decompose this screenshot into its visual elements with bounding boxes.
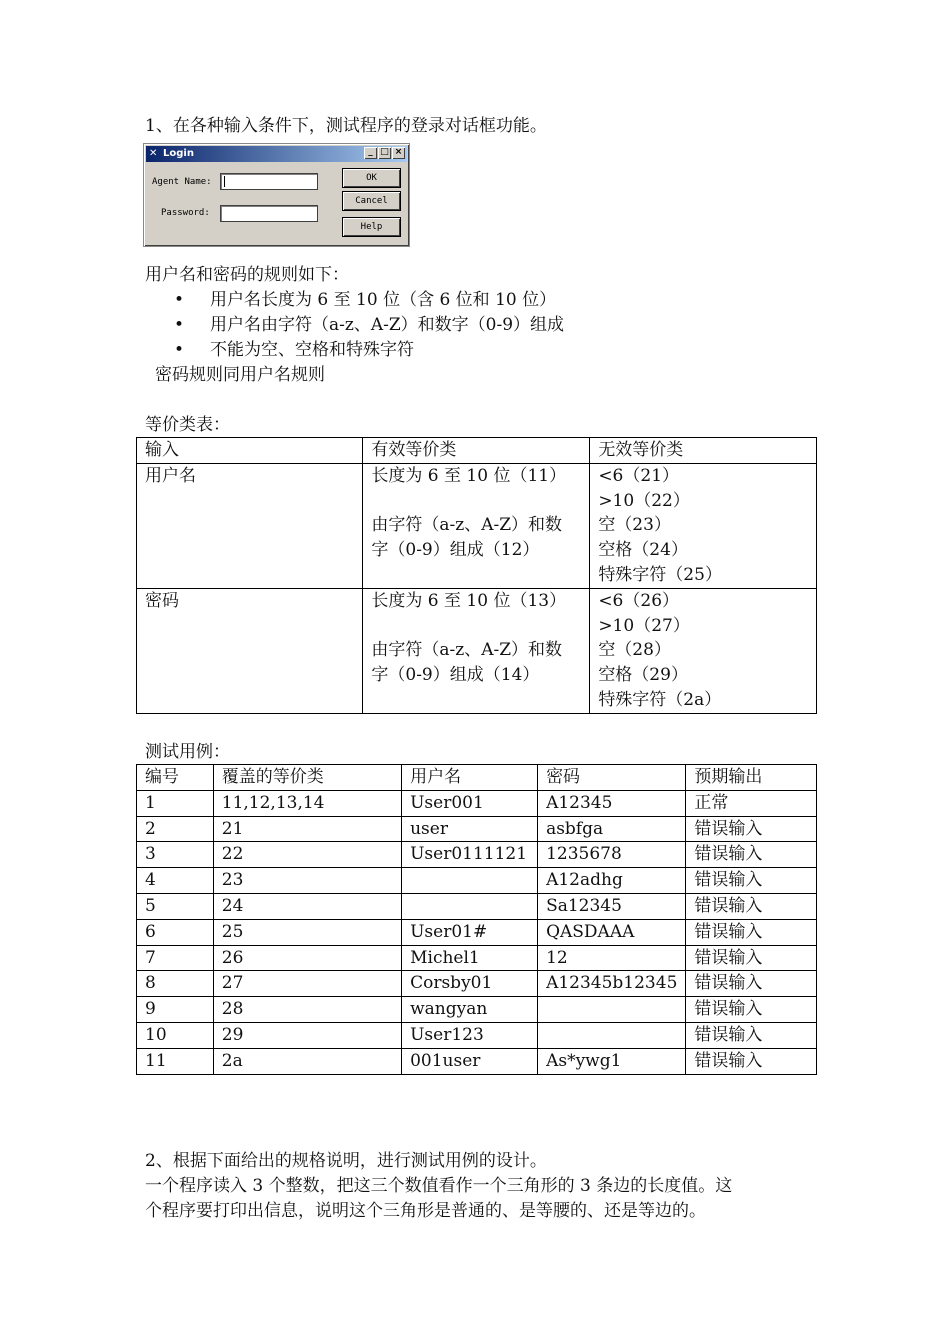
table-cell: 21 — [213, 816, 401, 842]
table-cell — [402, 868, 538, 894]
table-cell: User001 — [402, 790, 538, 816]
cell-line: 字（0-9）组成（12） — [371, 540, 540, 561]
table-row — [137, 463, 817, 588]
table-cell: 26 — [213, 945, 401, 971]
table-cell: Sa12345 — [538, 893, 686, 919]
table-row — [137, 1022, 817, 1048]
ok-button[interactable]: OK — [343, 169, 400, 187]
cell-line: 空格（29） — [598, 665, 688, 686]
table-cell: User123 — [402, 1022, 538, 1048]
dialog-titlebar[interactable] — [146, 146, 407, 162]
header-cell: 无效等价类 — [590, 438, 817, 464]
cell-line: 空格（24） — [598, 540, 688, 561]
header-cell: 编号 — [137, 765, 214, 791]
table-cell — [538, 997, 686, 1023]
table-cell: 25 — [213, 919, 401, 945]
password-label: Password: — [161, 208, 210, 218]
cell-line: 长度为 6 至 10 位（13） — [371, 590, 567, 611]
text-caret — [224, 176, 225, 187]
test-case-table — [136, 764, 817, 1075]
equiv-caption: 等价类表： — [145, 415, 230, 435]
header-cell: 输入 — [137, 438, 363, 464]
table-cell: 错误输入 — [686, 919, 817, 945]
table-cell: 错误输入 — [686, 971, 817, 997]
cell-line: <6（26） — [598, 590, 680, 611]
header-cell: 用户名 — [402, 765, 538, 791]
table-cell: 3 — [137, 842, 214, 868]
table-cell: 错误输入 — [686, 1048, 817, 1074]
cell-line: >10（22） — [598, 490, 690, 511]
table-cell: QASDAAA — [538, 919, 686, 945]
login-dialog — [143, 143, 410, 247]
test-case-rows — [137, 790, 817, 1074]
password-rule: 密码规则同用户名规则 — [155, 365, 325, 385]
table-row — [137, 919, 817, 945]
bullet-icon: • — [174, 340, 185, 360]
table-row — [137, 588, 817, 713]
input-cell: 密码 — [137, 588, 363, 713]
cell-line: 长度为 6 至 10 位（11） — [371, 465, 567, 486]
input-cell: 用户名 — [137, 463, 363, 588]
rule-text: 不能为空、空格和特殊字符 — [210, 340, 414, 360]
section2-line: 一个程序读入 3 个整数，把这三个数值看作一个三角形的 3 条边的长度值。这 — [145, 1176, 733, 1196]
section1-title: 1、在各种输入条件下，测试程序的登录对话框功能。 — [145, 116, 547, 136]
table-cell: 29 — [213, 1022, 401, 1048]
table-cell: 10 — [137, 1022, 214, 1048]
close-button[interactable]: × — [392, 147, 405, 159]
table-cell: As*ywg1 — [538, 1048, 686, 1074]
table-cell: 错误输入 — [686, 1022, 817, 1048]
rule-item — [174, 288, 556, 312]
header-cell: 覆盖的等价类 — [213, 765, 401, 791]
table-cell: 2 — [137, 816, 214, 842]
table-cell: A12345b12345 — [538, 971, 686, 997]
table-cell: 11 — [137, 1048, 214, 1074]
header-cell: 预期输出 — [686, 765, 817, 791]
table-row — [137, 868, 817, 894]
rule-text: 用户名长度为 6 至 10 位（含 6 位和 10 位） — [210, 290, 557, 310]
table-cell: 7 — [137, 945, 214, 971]
table-cell: 28 — [213, 997, 401, 1023]
section2-line: 个程序要打印出信息，说明这个三角形是普通的、是等腰的、还是等边的。 — [145, 1201, 706, 1221]
table-cell: 错误输入 — [686, 868, 817, 894]
table-cell: User01# — [402, 919, 538, 945]
cell-line: 特殊字符（25） — [598, 564, 722, 585]
bullet-icon: • — [174, 290, 185, 310]
help-button[interactable]: Help — [343, 218, 400, 236]
table-cell: 12 — [538, 945, 686, 971]
table-row — [137, 790, 817, 816]
table-cell: 4 — [137, 868, 214, 894]
table-row — [137, 997, 817, 1023]
table-row — [137, 842, 817, 868]
table-cell: 8 — [137, 971, 214, 997]
cell-line: 特殊字符（2a） — [598, 689, 722, 710]
cell-line: >10（27） — [598, 615, 690, 636]
table-cell: 11,12,13,14 — [213, 790, 401, 816]
table-cell: 1 — [137, 790, 214, 816]
cancel-button[interactable]: Cancel — [343, 192, 400, 210]
rule-text: 用户名由字符（a-z、A-Z）和数字（0-9）组成 — [210, 315, 565, 335]
table-cell: 错误输入 — [686, 893, 817, 919]
table-cell: 错误输入 — [686, 816, 817, 842]
rule-item — [174, 338, 414, 362]
table-row — [137, 893, 817, 919]
table-cell: A12345 — [538, 790, 686, 816]
table-cell: 1235678 — [538, 842, 686, 868]
agent-name-input[interactable] — [220, 173, 318, 190]
bullet-icon: • — [174, 315, 185, 335]
table-cell: A12adhg — [538, 868, 686, 894]
table-cell: 错误输入 — [686, 945, 817, 971]
x-logo-icon: ✕ — [149, 148, 158, 159]
cell-line: 空（28） — [598, 640, 671, 661]
table-cell: 001user — [402, 1048, 538, 1074]
equiv-table — [136, 437, 817, 714]
cell-line: 字（0-9）组成（14） — [371, 665, 540, 686]
cell-line: <6（21） — [598, 465, 680, 486]
table-header-row — [137, 438, 817, 464]
table-cell: 正常 — [686, 790, 817, 816]
cell-line — [371, 614, 581, 639]
section2-title: 2、根据下面给出的规格说明，进行测试用例的设计。 — [145, 1151, 547, 1171]
table-cell: 2a — [213, 1048, 401, 1074]
table-cell: 22 — [213, 842, 401, 868]
table-row — [137, 816, 817, 842]
cell-line: 空（23） — [598, 515, 671, 536]
cell-line: 由字符（a-z、A-Z）和数 — [371, 640, 563, 661]
valid-cell — [363, 588, 590, 713]
dialog-title: Login — [163, 148, 194, 159]
password-input[interactable] — [220, 205, 318, 222]
table-cell: Michel1 — [402, 945, 538, 971]
table-cell: 24 — [213, 893, 401, 919]
cell-line: 由字符（a-z、A-Z）和数 — [371, 515, 563, 536]
maximize-button[interactable]: □ — [378, 147, 391, 159]
minimize-button[interactable]: _ — [364, 147, 377, 159]
table-cell: 23 — [213, 868, 401, 894]
table-cell: 27 — [213, 971, 401, 997]
table-cell: asbfga — [538, 816, 686, 842]
table-cell: Corsby01 — [402, 971, 538, 997]
table-cell: 6 — [137, 919, 214, 945]
table-cell — [538, 1022, 686, 1048]
rules-intro: 用户名和密码的规则如下： — [145, 265, 349, 285]
valid-cell — [363, 463, 590, 588]
invalid-cell — [590, 463, 817, 588]
rule-item — [174, 313, 564, 337]
table-cell: 9 — [137, 997, 214, 1023]
table-row — [137, 945, 817, 971]
table-cell: User0111121 — [402, 842, 538, 868]
header-cell: 密码 — [538, 765, 686, 791]
table-row — [137, 971, 817, 997]
agent-name-label: Agent Name: — [152, 177, 212, 187]
table-header-row — [137, 765, 817, 791]
invalid-cell — [590, 588, 817, 713]
table-cell: 错误输入 — [686, 842, 817, 868]
table-row — [137, 1048, 817, 1074]
table-cell: wangyan — [402, 997, 538, 1023]
cases-caption: 测试用例： — [145, 742, 230, 762]
table-cell: 5 — [137, 893, 214, 919]
table-cell: user — [402, 816, 538, 842]
table-cell: 错误输入 — [686, 997, 817, 1023]
table-cell — [402, 893, 538, 919]
cell-line — [371, 489, 581, 514]
header-cell: 有效等价类 — [363, 438, 590, 464]
